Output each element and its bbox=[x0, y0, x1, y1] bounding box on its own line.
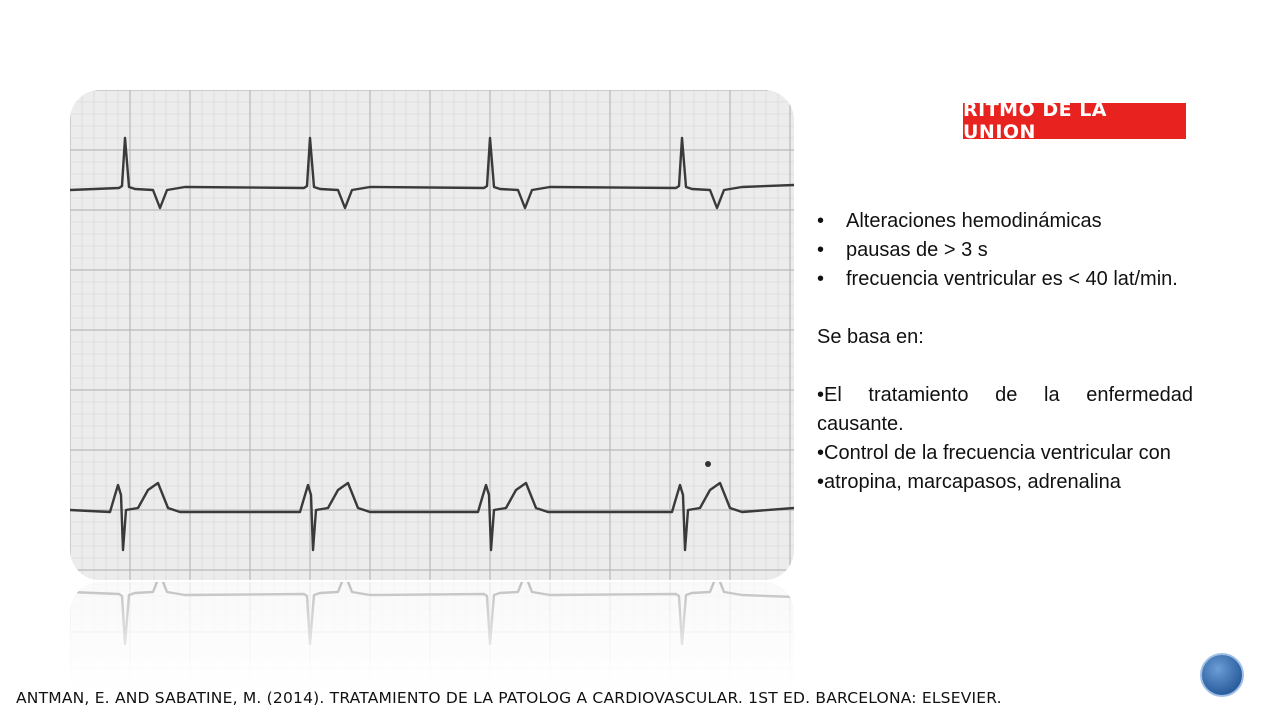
basis-item: •atropina, marcapasos, adrenalina bbox=[817, 471, 1121, 493]
citation-footer: ANTMAN, E. AND SABATINE, M. (2014). TRATAMIENTO DE LA PATOLOG A CARDIOVASCULAR. 1ST ED. BARCELONA: ELSEVIER. bbox=[16, 689, 1002, 707]
slide-title-badge bbox=[963, 99, 1186, 143]
ecg-strip-reflection bbox=[70, 582, 794, 692]
circle-nav-icon[interactable] bbox=[1200, 653, 1244, 697]
slide-content bbox=[817, 207, 1193, 497]
basis-item: •El tratamiento de la enfermedad causante. bbox=[817, 384, 1193, 435]
bullet-item: • frecuencia ventricular es < 40 lat/min. bbox=[817, 265, 1193, 294]
bullet-list bbox=[817, 207, 1193, 294]
basis-heading: Se basa en: bbox=[817, 326, 924, 348]
bullet-item: • pausas de > 3 s bbox=[817, 236, 1193, 265]
slide-title: RITMO DE LA UNION bbox=[963, 99, 1108, 143]
ecg-strip-image bbox=[70, 90, 794, 580]
bullet-item: • Alteraciones hemodinámicas bbox=[817, 207, 1193, 236]
basis-item: •Control de la frecuencia ventricular con bbox=[817, 442, 1171, 464]
